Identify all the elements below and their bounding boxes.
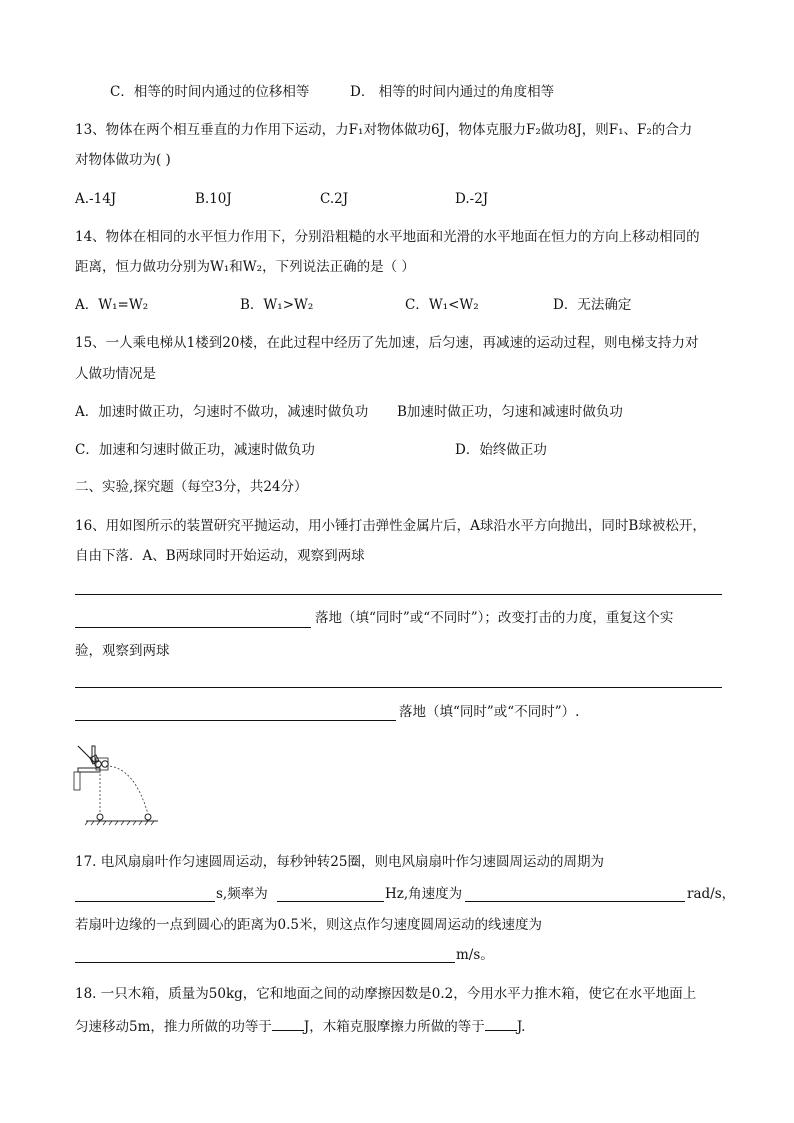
q16-fill1-suffix: 落地（填“同时”或“不同时”）；改变打击的力度，重复这个实: [315, 610, 674, 626]
section-heading: 二、实验,探究题（每空3分，共24分）: [75, 479, 308, 495]
projectile-apparatus-figure: [72, 740, 162, 830]
q16-stem-line1: 16、用如图所示的装置研究平抛运动，用小锤打击弹性金属片后，A球沿水平方向抛出，同时B球被松开，: [75, 518, 706, 534]
q14-option-a: A．W₁=W₂: [75, 297, 149, 313]
q15-option-d: D．始终做正功: [455, 442, 547, 458]
q18-text-a: 匀速移动5m，推力所做的功等于: [75, 1019, 272, 1035]
q16-answer-line-1[interactable]: [75, 594, 722, 595]
q16-answer-blank-1[interactable]: [75, 627, 311, 628]
q14-option-c: C．W₁<W₂: [405, 297, 479, 313]
q17-unit-s: s,频率为: [216, 886, 268, 902]
q17-stem-line3: 若扇叶边缘的一点到圆心的距离为0.5米，则这点作匀速度圆周运动的线速度为: [75, 917, 542, 933]
q14-stem-line1: 14、物体在相同的水平恒力作用下，分别沿粗糙的水平地面和光滑的水平地面在恒力的方向上移动相同的: [75, 229, 700, 245]
q14-option-d: D．无法确定: [553, 297, 632, 313]
q16-stem-line3: 验，观察到两球: [75, 643, 170, 659]
q13-stem-line1: 13、物体在两个相互垂直的力作用下运动，力F₁对物体做功6J，物体克服力F₂做功8J，则F₁、F₂的合力: [75, 122, 693, 138]
q17-unit-rad: rad/s，: [687, 886, 736, 902]
q17-linear-velocity-blank[interactable]: [75, 962, 455, 963]
q18-work-blank[interactable]: [272, 1016, 304, 1031]
q13-stem-line2: 对物体做功为( ): [75, 152, 171, 168]
q16-answer-blank-2[interactable]: [75, 720, 396, 721]
q15-option-c: C．加速和匀速时做正功，减速时做负功: [75, 442, 315, 458]
q14-stem-line2: 距离，恒力做功分别为W₁和W₂，下列说法正确的是（ ）: [75, 259, 415, 275]
q17-unit-hz: Hz,角速度为: [385, 886, 463, 902]
q13-option-b: B.10J: [195, 191, 232, 207]
q13-option-d: D.-2J: [455, 191, 489, 207]
q13-option-c: C.2J: [320, 191, 349, 207]
q18-friction-work-blank[interactable]: [485, 1016, 517, 1031]
q15-option-a: A．加速时做正功，匀速时不做功，减速时做负功: [75, 404, 369, 420]
q16-stem-line2: 自由下落．A、B两球同时开始运动，观察到两球: [75, 548, 365, 564]
q18-text-c: J.: [516, 1019, 526, 1035]
q14-option-b: B．W₁>W₂: [240, 297, 314, 313]
q15-option-b: B加速时做正功，匀速和减速时做负功: [397, 404, 623, 420]
q12-option-c: C．相等的时间内通过的位移相等: [110, 84, 310, 100]
q17-frequency-blank[interactable]: [277, 901, 384, 902]
q16-answer-line-2[interactable]: [75, 687, 722, 688]
q15-stem-line2: 人做功情况是: [75, 366, 156, 382]
q17-period-blank[interactable]: [75, 901, 215, 902]
q16-fill2-suffix: 落地（填“同时”或“不同时”）.: [399, 704, 580, 720]
q17-unit-ms: m/s。: [456, 947, 494, 963]
q17-angular-velocity-blank[interactable]: [465, 901, 685, 902]
q18-text-b: J，木箱克服摩擦力所做的等于: [303, 1019, 485, 1035]
q15-stem-line1: 15、一人乘电梯从1楼到20楼，在此过程中经历了先加速，后匀速，再减速的运动过程，则电梯支持力对: [75, 335, 699, 351]
q13-option-a: A.-14J: [75, 191, 117, 207]
q12-option-d: D． 相等的时间内通过的角度相等: [350, 84, 555, 100]
q18-stem-line2: [75, 1016, 525, 1036]
q18-stem-line1: 18. 一只木箱，质量为50kg，它和地面之间的动摩擦因数是0.2，今用水平力推木箱，使它在水平地面上: [75, 986, 697, 1002]
q17-stem-line1: 17. 电风扇扇叶作匀速圆周运动，每秒钟转25圈，则电风扇扇叶作匀速圆周运动的周期为: [75, 854, 604, 870]
